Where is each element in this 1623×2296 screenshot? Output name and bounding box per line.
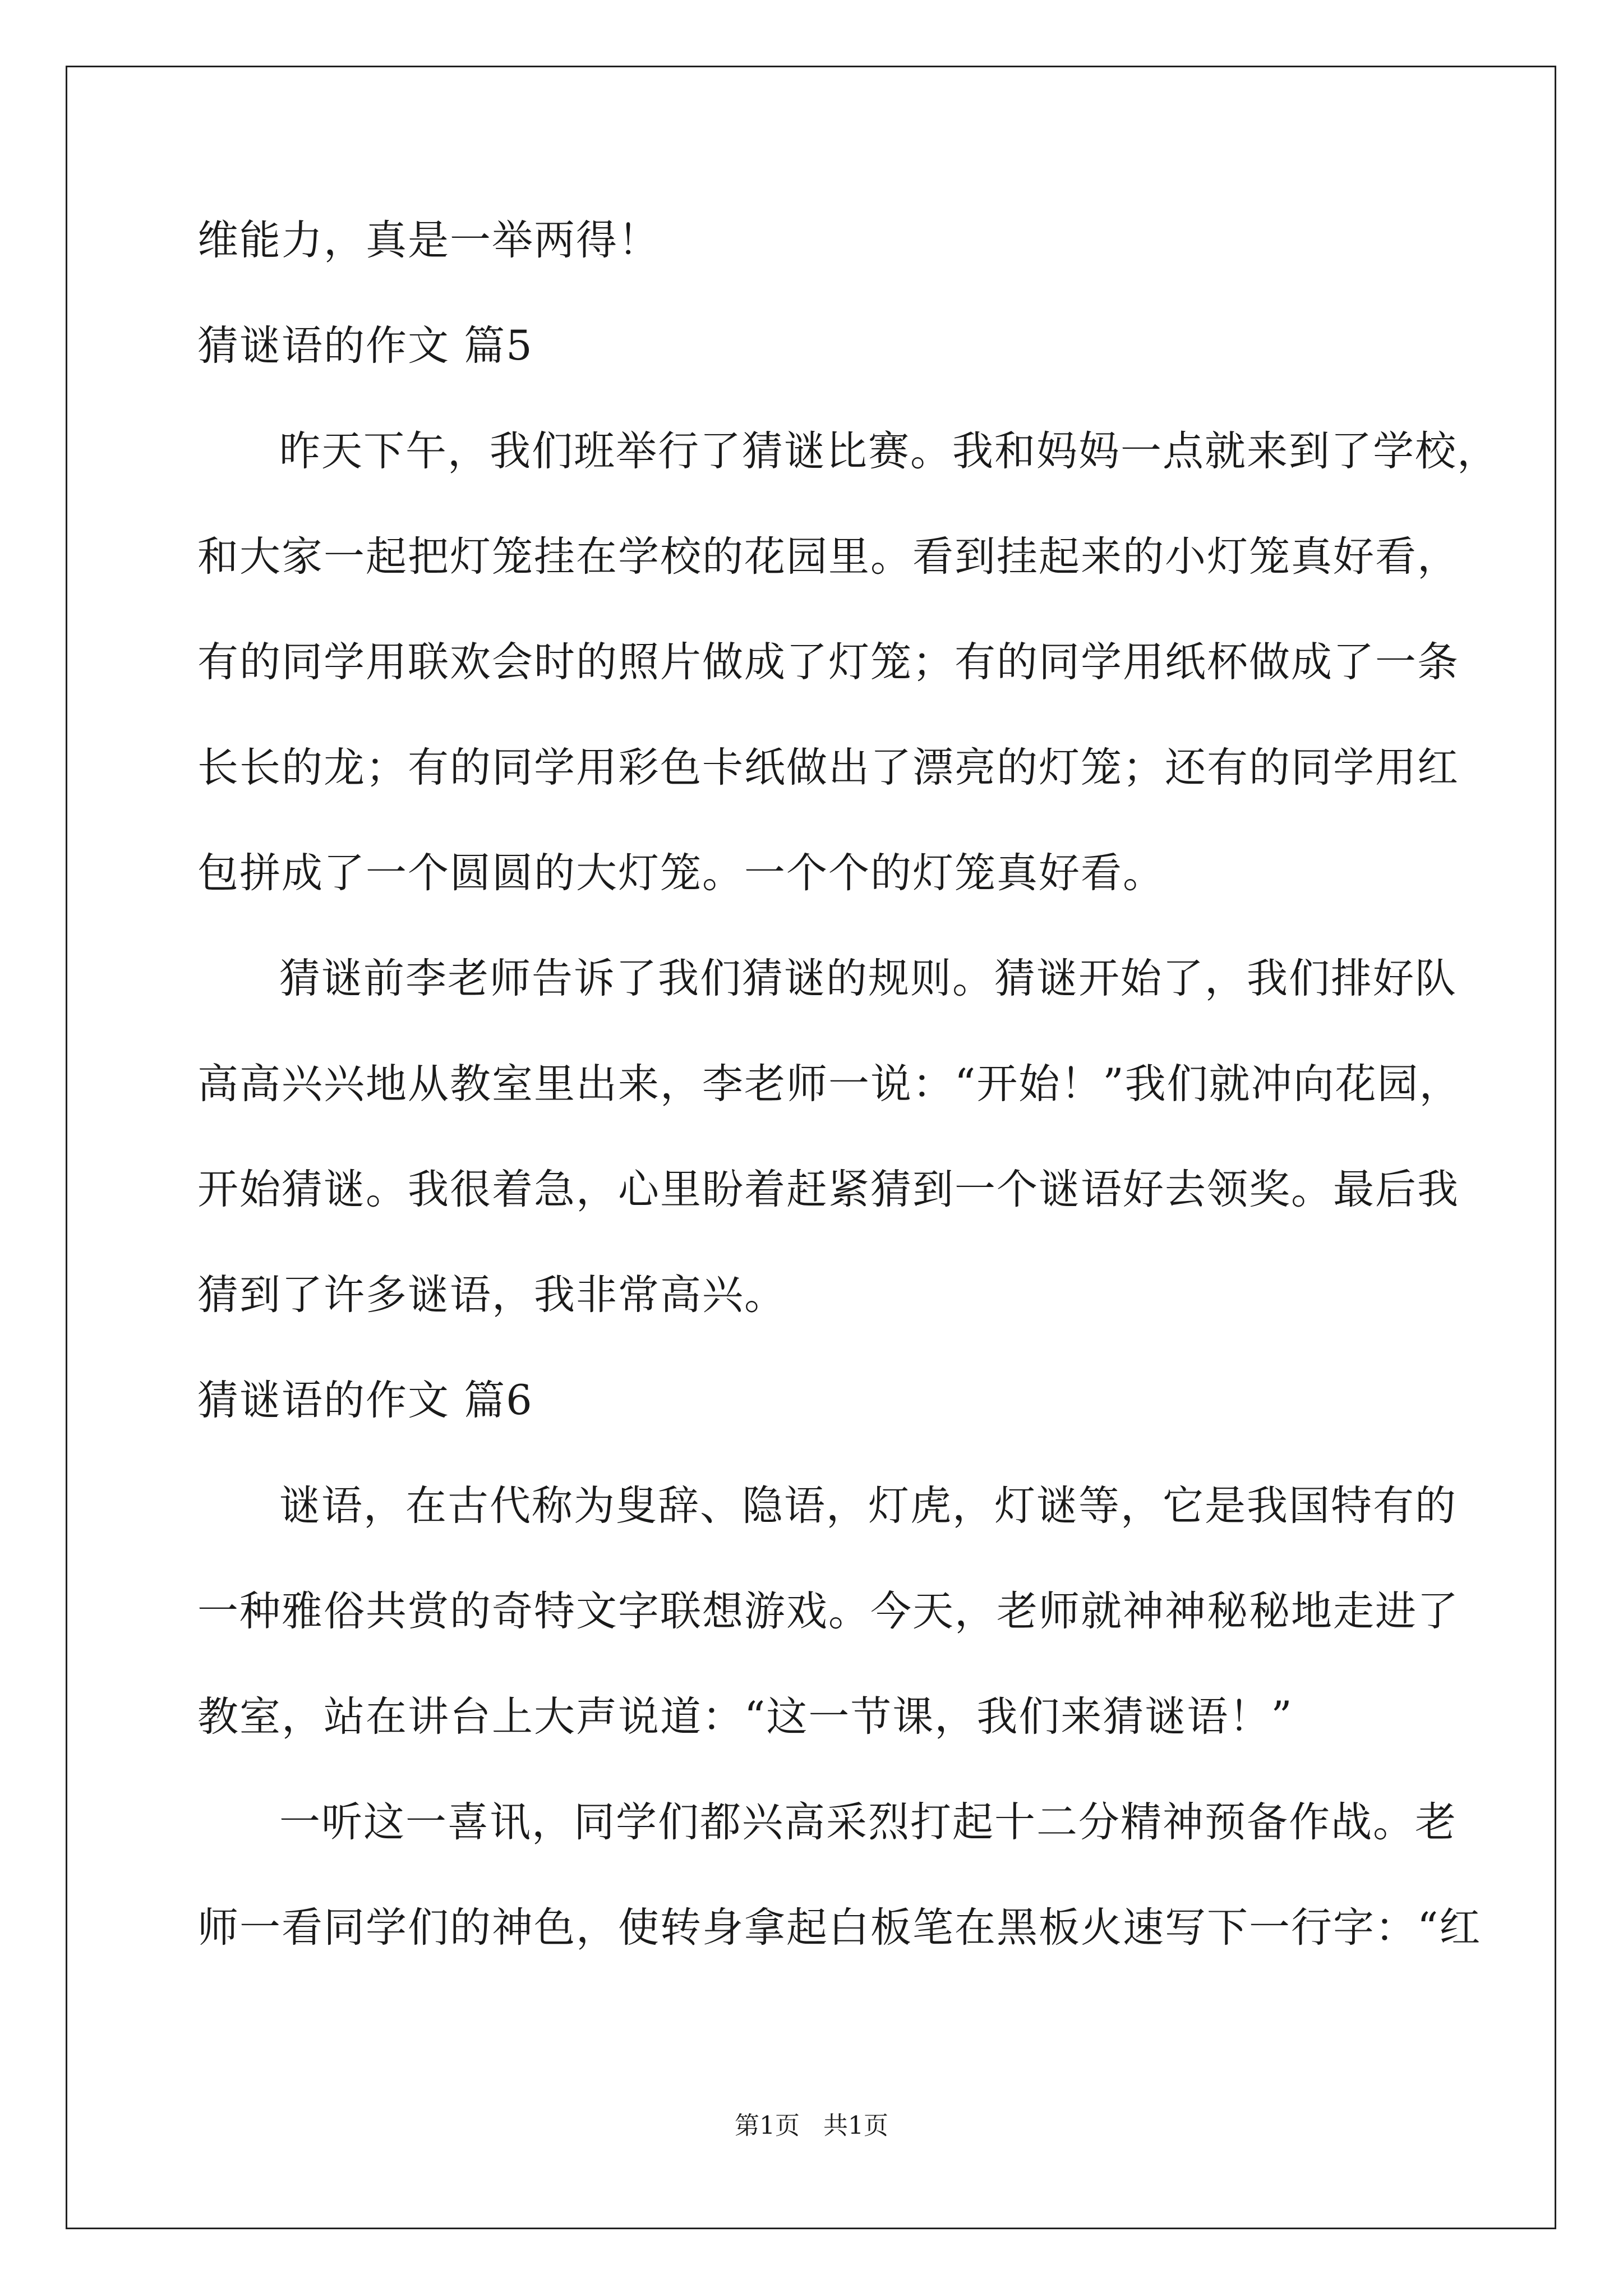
section-heading: 猜谜语的作文 篇6 (197, 1377, 533, 1424)
section-heading: 猜谜语的作文 篇5 (197, 322, 533, 370)
text-line: 包拼成了一个圆圆的大灯笼。一个个的灯笼真好看。 (197, 849, 1165, 897)
text-line: 一种雅俗共赏的奇特文字联想游戏。今天，老师就神神秘秘地走进了 (197, 1588, 1459, 1635)
text-line: 高高兴兴地从教室里出来，李老师一说：“开始！”我们就冲向花园， (197, 1060, 1461, 1108)
document-body (197, 215, 1499, 2008)
text-line: 谜语，在古代称为叟辞、隐语，灯虎，灯谜等，它是我国特有的 (279, 1482, 1457, 1530)
text-line: 一听这一喜讯，同学们都兴高采烈打起十二分精神预备作战。老 (279, 1798, 1457, 1846)
text-line: 开始猜谜。我很着急，心里盼着赶紧猜到一个谜语好去领奖。最后我 (197, 1166, 1459, 1213)
text-line: 猜谜前李老师告诉了我们猜谜的规则。猜谜开始了，我们排好队 (279, 955, 1457, 1002)
text-line: 教室，站在讲台上大声说道：“这一节课，我们来猜谜语！” (197, 1693, 1293, 1741)
text-line: 和大家一起把灯笼挂在学校的花园里。看到挂起来的小灯笼真好看， (197, 533, 1459, 581)
text-line: 维能力，真是一举两得！ (197, 217, 660, 264)
text-line: 有的同学用联欢会时的照片做成了灯笼；有的同学用纸杯做成了一条 (197, 638, 1459, 686)
text-line: 师一看同学们的神色，使转身拿起白板笔在黑板火速写下一行字：“红 (197, 1904, 1482, 1952)
text-line: 昨天下午，我们班举行了猜谜比赛。我和妈妈一点就来到了学校， (279, 427, 1499, 475)
text-line: 猜到了许多谜语，我非常高兴。 (197, 1271, 786, 1319)
text-line: 长长的龙；有的同学用彩色卡纸做出了漂亮的灯笼；还有的同学用红 (197, 744, 1459, 792)
page-footer: 第1页 共1页 (735, 2111, 888, 2140)
